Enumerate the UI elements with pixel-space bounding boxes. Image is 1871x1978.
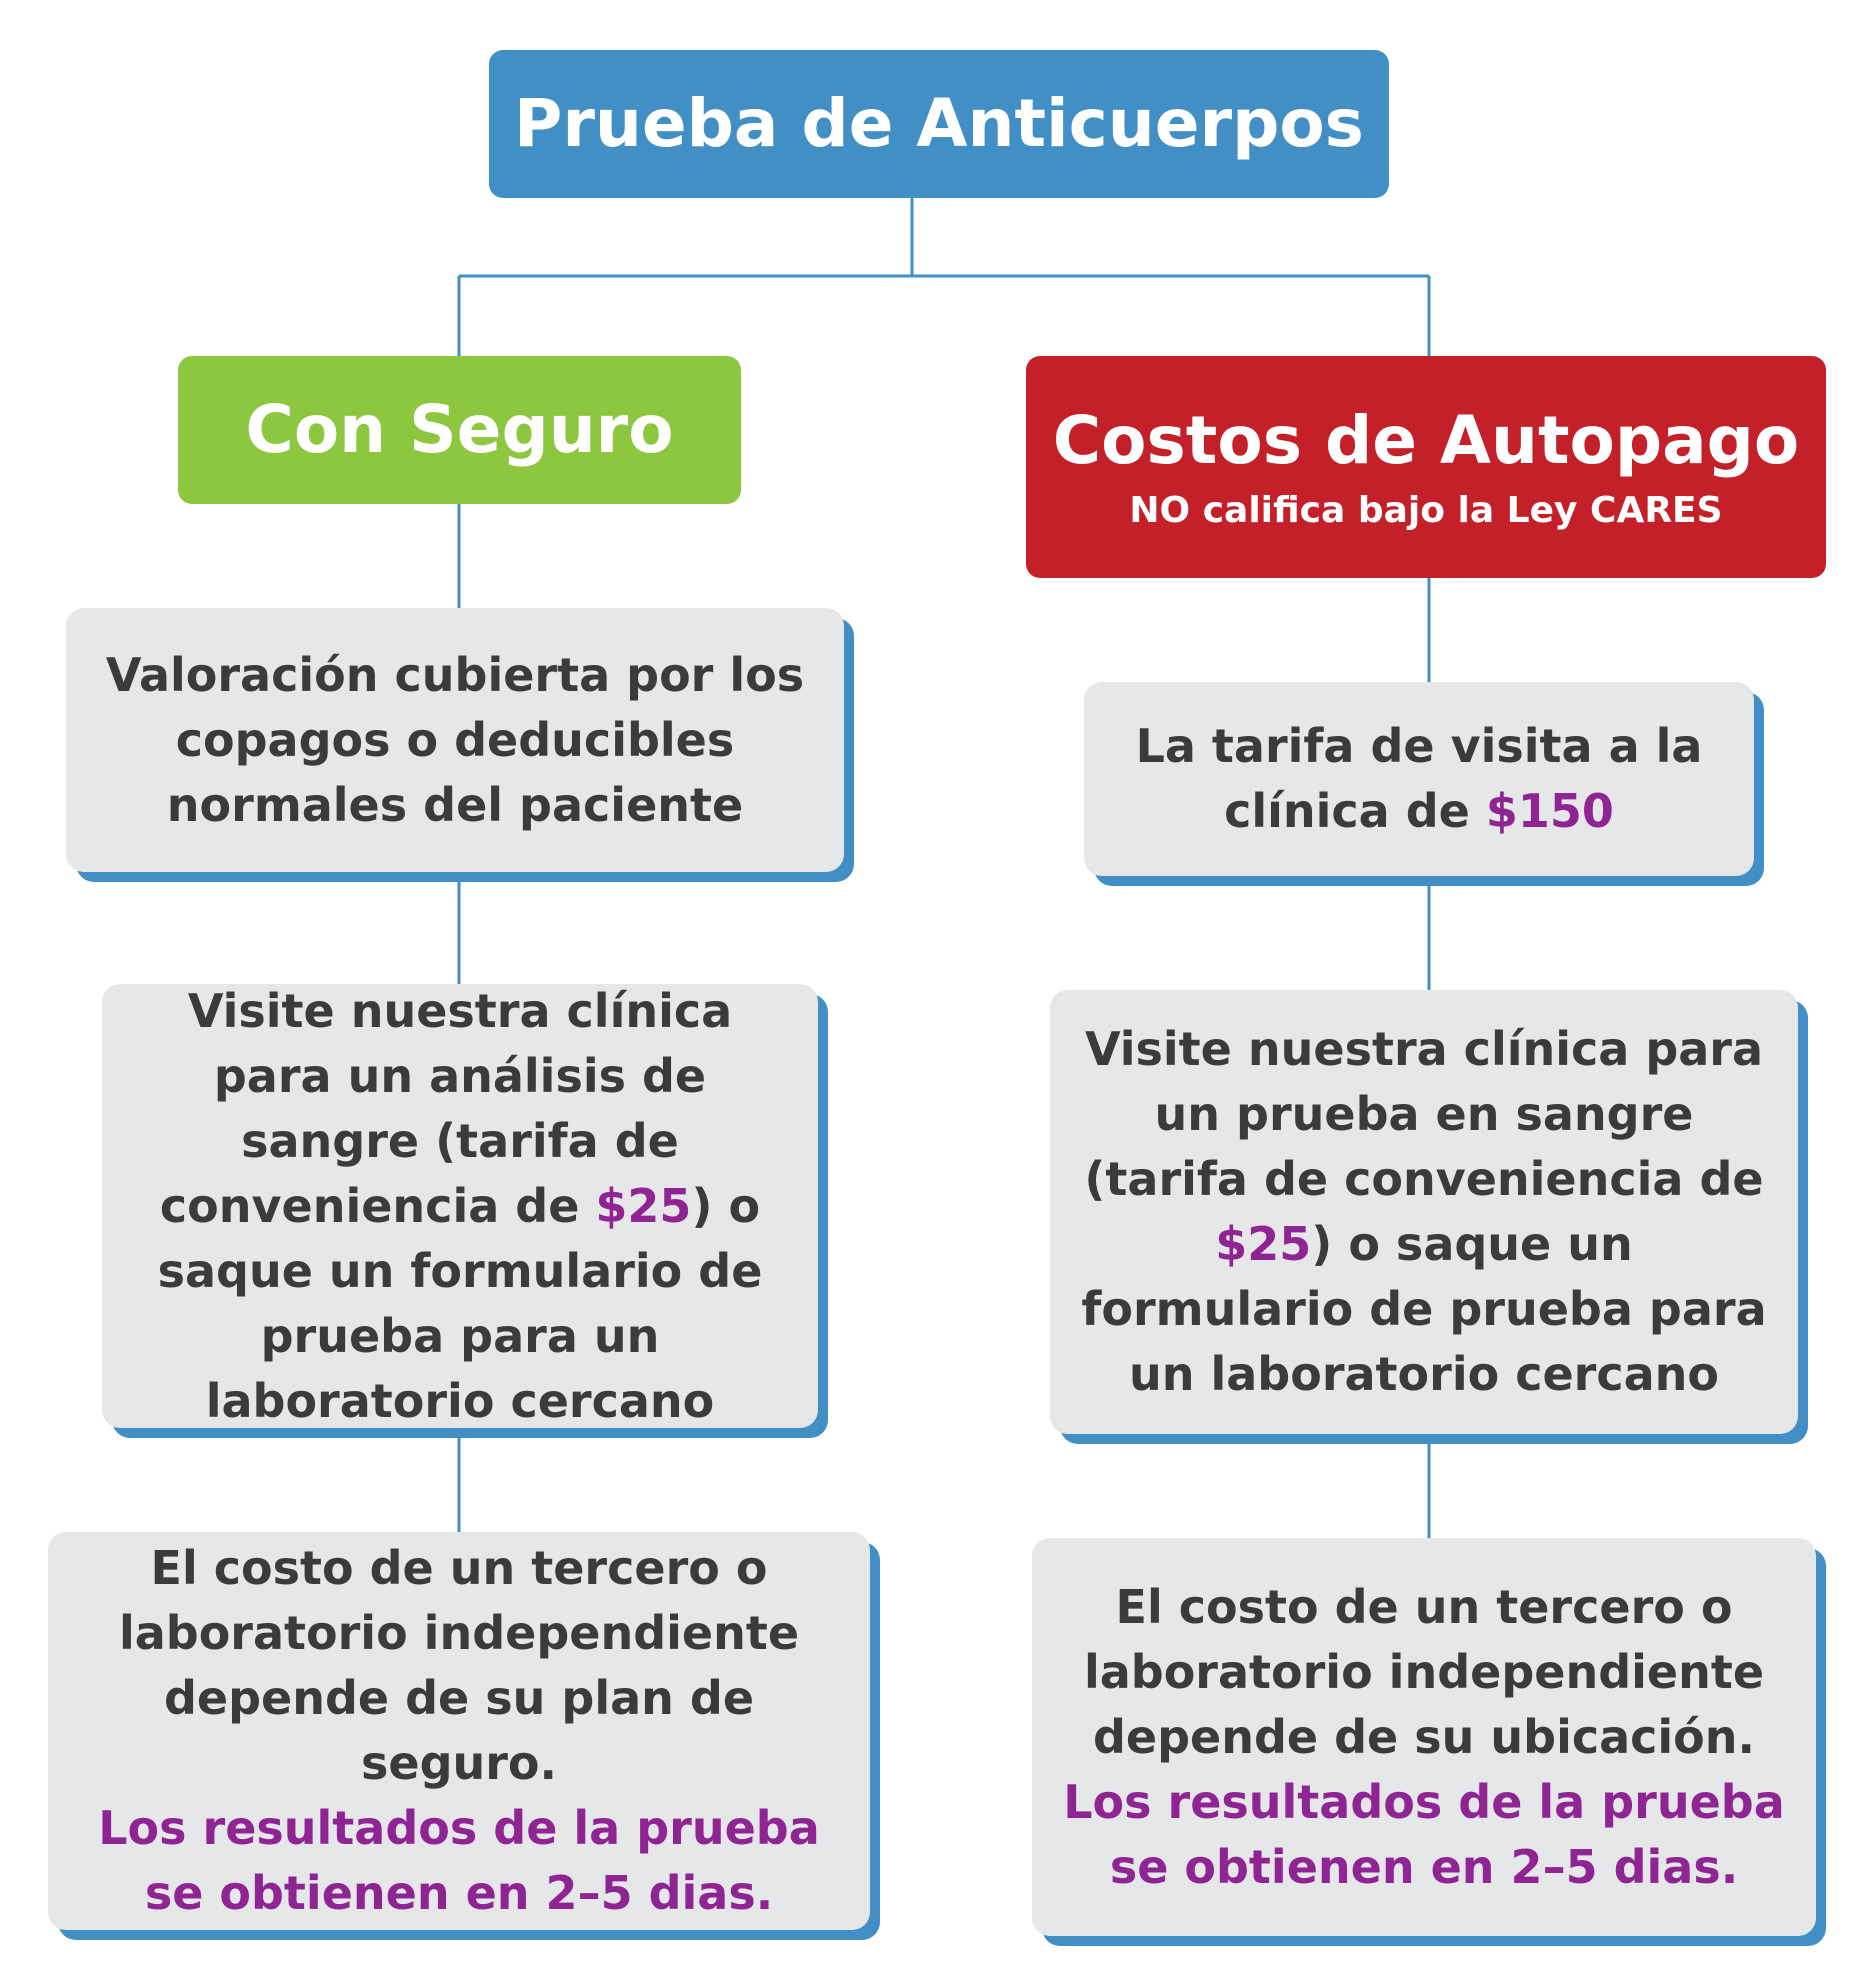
selfpay-results-text: Los resultados de la prueba se obtienen en 2–5 dias. (1063, 1774, 1785, 1894)
selfpay-subheader-text: NO califica bajo la Ley CARES (1129, 490, 1723, 532)
insured-clinic-text (132, 979, 788, 1434)
selfpay-clinic-text (1080, 1017, 1768, 1407)
selfpay-visit-fee-price: $150 (1485, 784, 1614, 838)
selfpay-thirdparty-card (1032, 1538, 1816, 1936)
selfpay-visit-fee-text (1114, 714, 1724, 844)
insured-header (178, 356, 741, 504)
selfpay-visit-fee-label: La tarifa de visita a la clínica de (1135, 719, 1703, 838)
insured-results-text: Los resultados de la prueba se obtienen en 2–5 dias. (98, 1801, 820, 1920)
insured-coverage-card (66, 608, 844, 872)
selfpay-header-text: Costos de Autopago (1052, 401, 1800, 479)
insured-clinic-card (102, 984, 818, 1428)
selfpay-thirdparty-text: El costo de un tercero o laboratorio independiente depende de su ubicación. (1083, 1579, 1765, 1764)
insured-thirdparty-text: El costo de un tercero o laboratorio independiente depende de su plan de seguro. (118, 1541, 800, 1790)
selfpay-header (1026, 356, 1826, 578)
insured-clinic-text-part2: ) o saque un formulario de prueba para un laboratorio cercano (157, 1178, 763, 1428)
insured-thirdparty-card (48, 1532, 870, 1930)
title-header (489, 50, 1389, 198)
selfpay-clinic-price: $25 (1215, 1217, 1312, 1271)
selfpay-visit-fee-card (1084, 682, 1754, 876)
selfpay-clinic-text-part2: ) o saque un formulario de prueba para un laboratorio cercano (1081, 1217, 1767, 1401)
selfpay-clinic-card (1050, 990, 1798, 1434)
selfpay-clinic-text-part1: Visite nuestra clínica para un prueba en sangre (tarifa de conveniencia de (1084, 1022, 1764, 1206)
insured-header-text: Con Seguro (245, 391, 674, 469)
insured-clinic-price: $25 (595, 1178, 692, 1233)
insured-coverage-text: Valoración cubierta por los copagos o deducibles normales del paciente (105, 647, 805, 832)
insured-clinic-text-part1: Visite nuestra clínica para un análisis de sangre (tarifa de conveniencia de (159, 983, 733, 1233)
title-text: Prueba de Anticuerpos (514, 85, 1364, 163)
